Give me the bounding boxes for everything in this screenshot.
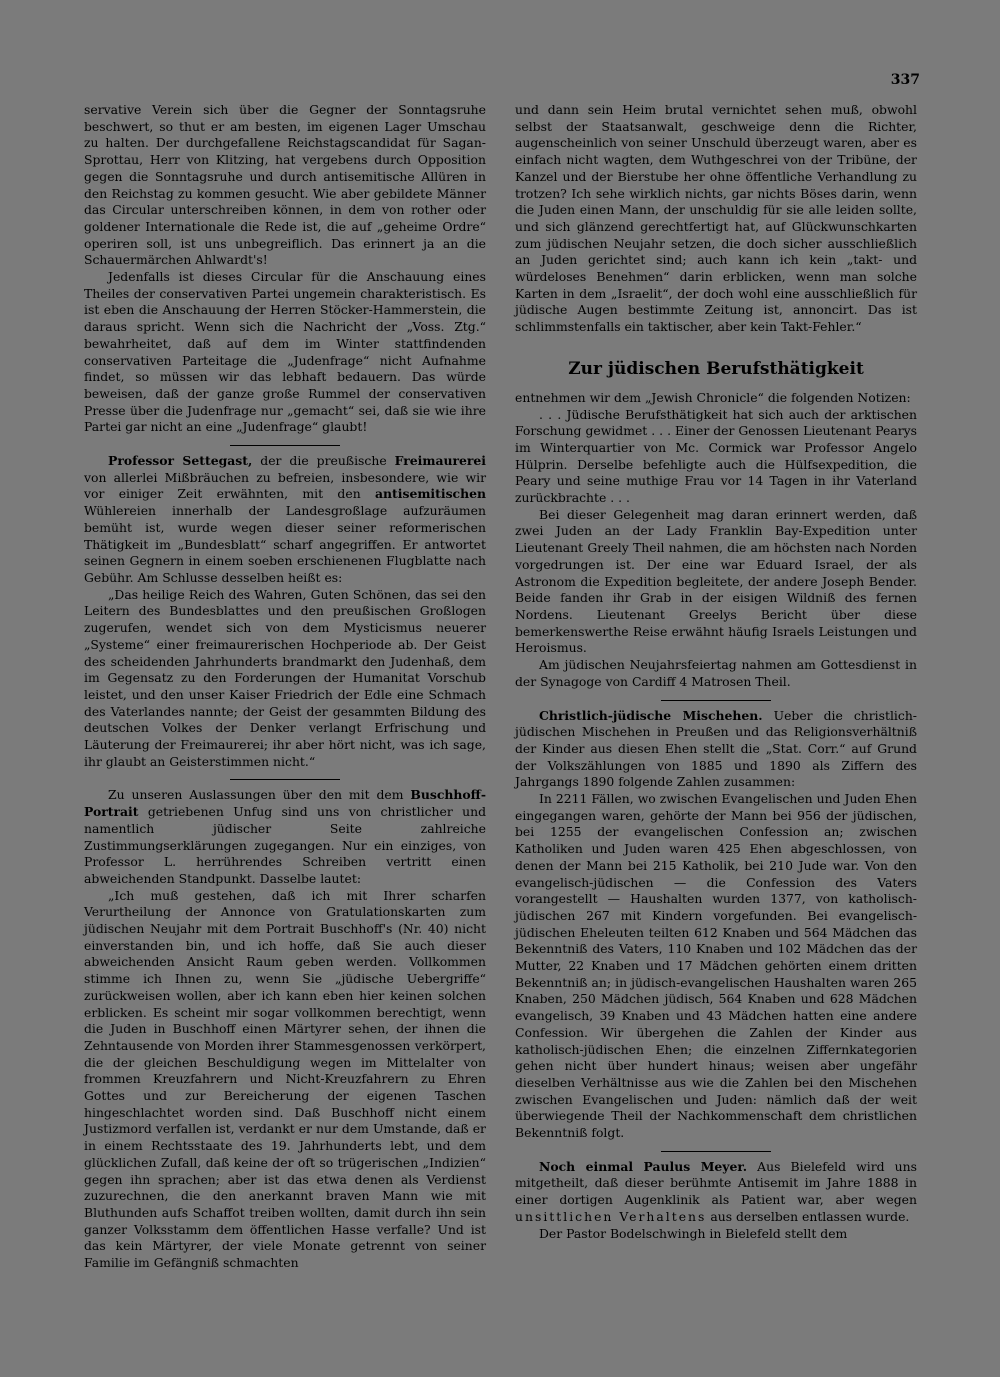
section-divider [661, 1151, 771, 1152]
right-paragraph-statistics: In 2211 Fällen, wo zwischen Evangelischen und Juden Ehen eingegangen waren, gehörte der Mann bei 956 der jüdischen, bei 1255 der evangelischen Confession an; zwischen Katholiken und Juden waren 425 Ehen abgeschlossen, von denen der Mann bei 215 Katholik, bei 210 Jude war. Von den evangelisch-jüdischen — die Confession des Vaters vorangestellt — Haushalten wurden 1377, von katholisch-jüdischen 267 mit Kindern vorgefunden. Bei evangelisch-jüdischen Eheleuten teilten 612 Knaben und 564 Mädchen das Bekenntniß des Vaters, 110 Knaben und 102 Mädchen das der Mutter, 22 Knaben und 17 Mädchen gehörten einem dritten Bekenntniß an; in jüdisch-evangelischen Haushalten waren 265 Knaben, 250 Mädchen jüdisch, 564 Knaben und 628 Mädchen evangelisch, 39 Knaben und 43 Mädchen hatten eine andere Confession. Wir übergehen die Zahlen der Kinder aus katholisch-jüdischen Ehen; die einzelnen Ziffernkategorien gehen nicht über hundert hinaus; weisen aber ungefähr dieselben Verhältnisse aus wie die Zahlen bei den Mischehen zwischen Evangelischen und Juden: nämlich daß der weit überwiegende Theil der Nachkommenschaft dem christlichen Bekenntniß folgt. [515, 791, 917, 1141]
left-paragraph-buschhoff [84, 787, 486, 887]
freimaurerei-term: Freimaurerei [394, 453, 487, 469]
left-paragraph-settegast [84, 453, 486, 587]
left-column [84, 102, 486, 1272]
page-number: 337 [890, 72, 920, 88]
section-divider [661, 700, 771, 701]
right-paragraph-arctic: . . . Jüdische Berufsthätigkeit hat sich auch der arktischen Forschung gewidmet . . . Einer der Genossen Lieutenant Pearys im Winterquartier von Mc. Cormick war Professor Angelo Hülprin. Derselbe befehligte auch die Hülfsexpedition, die Peary und seine muthige Frau vor 14 Tagen in ihr Vaterland zurückbrachte . . . [515, 406, 917, 506]
section-heading-berufsthaetigkeit: Zur jüdischen Berufsthätigkeit [568, 358, 864, 379]
mischehen-text: Ueber die christlich-jüdischen Mischehen in Preußen und das Religionsverhältniß der Kinder aus diesen Ehen stellt die „Stat. Corr.“ auf Grund der Volkszählungen von 1885 und 1890 als Ziffern des Jahrgangs 1890 folgende Zahlen zusammen: [515, 707, 917, 790]
buschhoff-text-a: Zu unseren Auslassungen über den mit dem [108, 787, 411, 803]
section-divider [230, 779, 340, 780]
right-paragraph-bodelschwingh: Der Pastor Bodelschwingh in Bielefeld stellt dem [539, 1225, 848, 1241]
unsittlich-term: unsittlichen Verhaltens [515, 1208, 707, 1224]
mischehen-lead: Christlich-jüdische Mischehen. [539, 707, 763, 723]
professor-letter: „Ich muß gestehen, daß ich mit Ihrer scharfen Verurtheilung der Annonce von Gratulationskarten zum jüdischen Neujahr mit dem Portrait Buschhoff's (Nr. 40) nicht einverstanden bin, und ich hoffe, daß Sie auch dieser abweichenden Ansicht Raum geben werden. Vollkommen stimme ich Ihnen zu, wenn Sie „jüdische Uebergriffe“ zurückweisen wollen, aber ich kann eben hier keinen solchen erblicken. Es scheint mir sogar vollkommen berechtigt, wenn die Juden in Buschhoff einen Märtyrer sehen, der ihnen die Zehntausende von Morden ihrer Stammesgenossen verkörpert, die der gleichen Beschuldigung wegen im Mittelalter von frommen Kreuzfahrern und Nicht-Kreuzfahrern zu Ehren Gottes und zur Bereicherung der eigenen Taschen hingeschlachtet worden sind. Daß Buschhoff nicht einem Justizmord verfallen ist, verdankt er nur dem Umstande, daß er in einem Rechtsstaate des 19. Jahrhunderts lebt, und dem glücklichen Zufall, daß keine der oft so trügerischen „Indizien“ gegen ihn sprachen; aber ist das etwa denen als Verdienst zuzurechnen, die den anerkannt braven Mann wie mit Bluthunden aufs Schaffot treiben wollten, damit durch ihn sein ganzer Volksstamm dem öffentlichen Hasse verfalle? Und ist das kein Märtyrer, der viele Monate getrennt von seiner Familie im Gefängniß schmachten [84, 887, 486, 1271]
left-paragraph-1: servative Verein sich über die Gegner der Sonntagsruhe beschwert, so thut er am besten, im eigenen Lager Umschau zu halten. Der durchgefallene Reichstagscandidat für Sagan-Sprottau, Herr von Klitzing, hat vergebens durch Opposition gegen die Sonntagsruhe und durch antisemitische Allüren in den Reichstag zu kommen gesucht. Wie aber gebildete Männer das Circular unterschreiben können, in dem von rother oder goldener Internationale die Rede ist, die auf „geheime Ordre“ operiren soll, ist uns unbegreiflich. Das erinnert ja an die Schauermärchen Ahlwardt's! [84, 102, 486, 268]
left-paragraph-2: Jedenfalls ist dieses Circular für die Anschauung eines Theiles der conservativen Partei ungemein charakteristisch. Es ist eben die Anschauung der Herren Stöcker-Hammerstein, die daraus spricht. Wenn sich die Nachricht der „Voss. Ztg.“ bewahrheitet, daß auf dem im Winter stattfindenden conservativen Parteitage die „Judenfrage“ nicht Aufnahme findet, so müssen wir das lebhaft bedauern. Das würde beweisen, daß der ganze große Rummel der conservativen Presse über die Judenfrage nur „gemacht“ sei, daß sie wie ihre Partei gar nicht an eine „Judenfrage“ glaubt! [84, 269, 486, 435]
paulus-meyer-lead: Noch einmal Paulus Meyer. [539, 1158, 748, 1174]
right-paragraph-greely: Bei dieser Gelegenheit mag daran erinnert werden, daß zwei Juden an der Lady Franklin Bay-Expedition unter Lieutenant Greely Theil nahmen, die am höchsten nach Norden vorgedrungen ist. Der eine war Eduard Israel, der als Astronom die Expedition begleitete, der andere Joseph Bender. Beide fanden ihr Grab in der eisigen Wildniß des fernen Nordens. Lieutenant Greelys Bericht über diese bemerkenswerthe Reise erwähnt häufig Israels Leistungen und Heroismus. [515, 506, 917, 656]
settegast-text-e: Wühlereien innerhalb der Landesgroßlage aufzuräumen bemüht ist, wurde wegen dieser seiner reformerischen Thätigkeit im „Bundesblatt“ scharf angegriffen. Er antwortet seinen Gegnern in einem soeben erschienenen Flugblatte nach Gebühr. Am Schlusse desselben heißt es: [84, 503, 486, 585]
paulus-text-c: aus derselben entlassen wurde. [706, 1208, 910, 1224]
antisemitischen-term: antisemitischen [375, 486, 486, 502]
letter-continuation: und dann sein Heim brutal vernichtet sehen muß, obwohl selbst der Staatsanwalt, geschweige denn die Richter, augenscheinlich von seiner Unschuld überzeugt waren, aber es einfach nicht wagten, dem Wuthgeschrei von der Tribüne, der Kanzel und der Bierstube her ohne öffentliche Verhandlung zu trotzen? Ich sehe wirklich nichts, gar nichts Böses darin, wenn die Juden einen Mann, der unschuldig für sie alle leiden sollte, und sich glänzend gerechtfertigt hat, auf Glückwunschkarten zum jüdischen Neujahr setzen, die doch sicher ausschließlich an Juden gerichtet sind; auch kann ich kein „takt- und würdeloses Benehmen“ darin erblicken, wenn man solche Karten in dem „Israelit“, der doch wohl eine ausschließlich für jüdische Augen bestimmte Zeitung ist, annoncirt. Das ist schlimmstenfalls ein taktischer, aber kein Takt-Fehler.“ [515, 102, 917, 335]
settegast-text-a: der die preußische [252, 453, 395, 469]
settegast-text-c: von allerlei Mißbräuchen zu befreien, insbesondere, wie wir vor einiger Zeit erwähnten, mit den [84, 469, 486, 502]
right-paragraph-intro: entnehmen wir dem „Jewish Chronicle“ die folgenden Notizen: [515, 389, 911, 405]
right-column [515, 102, 917, 1242]
right-paragraph-paulus-meyer [515, 1159, 917, 1226]
right-paragraph-cardiff: Am jüdischen Neujahrsfeiertag nahmen am Gottesdienst in der Synagoge von Cardiff 4 Matrosen Theil. [515, 657, 917, 689]
paulus-text-a: Aus Bielefeld wird uns mitgetheilt, daß dieser berühmte Antisemit im Jahre 1888 in einer dortigen Augenklinik als Patient war, aber wegen [515, 1158, 917, 1208]
right-paragraph-mischehen [515, 708, 917, 792]
settegast-quote: „Das heilige Reich des Wahren, Guten Schönen, das sei den Leitern des Bundesblattes und den preußischen Großlogen zugerufen, wendet sich von dem Mysticismus neuerer „Systeme“ einer freimaurerischen Hochperiode ab. Der Geist des scheidenden Jahrhunderts brandmarkt den Judenhaß, dem im Gegensatz zu den Forderungen der Humanitat Vorschub leistet, und den unser Kaiser Friedrich der Edle eine Schmach des Vaterlandes nannte; der Geist der gesammten Bildung des deutschen Volkes der Denker verlangt Erfrischung und Läuterung der Freimaurerei; ihr aber hört nicht, was ich sage, ihr glaubt an Geisterstimmen nicht.“ [84, 586, 486, 769]
settegast-lead: Professor Settegast, [108, 453, 253, 469]
section-divider [230, 445, 340, 446]
buschhoff-portrait-term: Buschhoff-Portrait [84, 787, 486, 820]
buschhoff-text-c: getriebenen Unfug sind uns von christlicher und namentlich jüdischer Seite zahlreiche Zustimmungserklärungen zugegangen. Nur ein einziges, von Professor L. herrührendes Schreiben vertritt einen abweichenden Standpunkt. Dasselbe lautet: [84, 804, 486, 886]
